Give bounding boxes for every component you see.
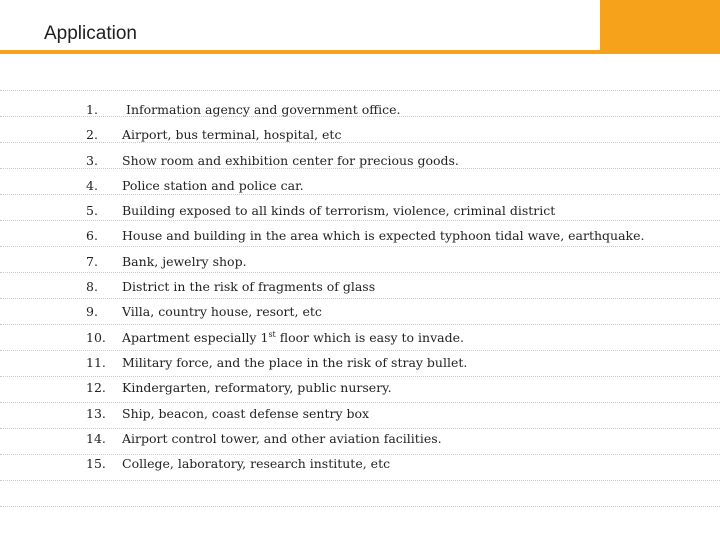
- item-text: Military force, and the place in the risk of stray bullet.: [122, 354, 468, 370]
- item-number: 3.: [86, 152, 98, 168]
- item-number: 5.: [86, 203, 98, 219]
- item-text: District in the risk of fragments of glass: [122, 279, 376, 295]
- item-number: 10.: [86, 329, 106, 345]
- item-text: Police station and police car.: [122, 177, 304, 193]
- item-text: Building exposed to all kinds of terrorism, violence, criminal district: [122, 203, 556, 219]
- item-number: 15.: [86, 456, 106, 472]
- item-number: 6.: [86, 228, 98, 244]
- item-number: 13.: [86, 405, 106, 421]
- item-text: Airport, bus terminal, hospital, etc: [122, 127, 342, 143]
- item-number: 2.: [86, 127, 98, 143]
- item-number: 1.: [86, 102, 98, 117]
- item-text: Villa, country house, resort, etc: [122, 304, 322, 320]
- item-text-part: Apartment especially 1: [122, 329, 269, 345]
- rule-line: [0, 480, 720, 481]
- page-title: Application: [44, 23, 137, 44]
- item-text: Kindergarten, reformatory, public nursery.: [122, 380, 392, 396]
- item-text: College, laboratory, research institute, etc: [122, 456, 391, 472]
- rule-line: [0, 142, 720, 143]
- item-number: 14.: [86, 430, 106, 446]
- item-text: Airport control tower, and other aviation facilities.: [122, 430, 442, 446]
- item-number: 9.: [86, 304, 98, 320]
- ordinal-suffix: st: [268, 329, 276, 339]
- item-number: 4.: [86, 177, 98, 193]
- item-text: Show room and exhibition center for precious goods.: [122, 152, 459, 168]
- item-text: Bank, jewelry shop.: [122, 253, 247, 269]
- rule-line: [0, 90, 720, 91]
- rule-line: [0, 272, 720, 273]
- item-number: 11.: [86, 354, 106, 370]
- item-number: 7.: [86, 253, 98, 269]
- item-text: [122, 325, 464, 350]
- item-text: Information agency and government office.: [126, 102, 401, 117]
- item-text: House and building in the area which is expected typhoon tidal wave, earthquake.: [122, 228, 645, 244]
- rule-line: [0, 506, 720, 507]
- rule-line: [0, 194, 720, 195]
- item-number: 12.: [86, 380, 106, 396]
- item-number: 8.: [86, 279, 98, 295]
- item-text: Ship, beacon, coast defense sentry box: [122, 405, 370, 421]
- item-text-part: floor which is easy to invade.: [275, 329, 464, 345]
